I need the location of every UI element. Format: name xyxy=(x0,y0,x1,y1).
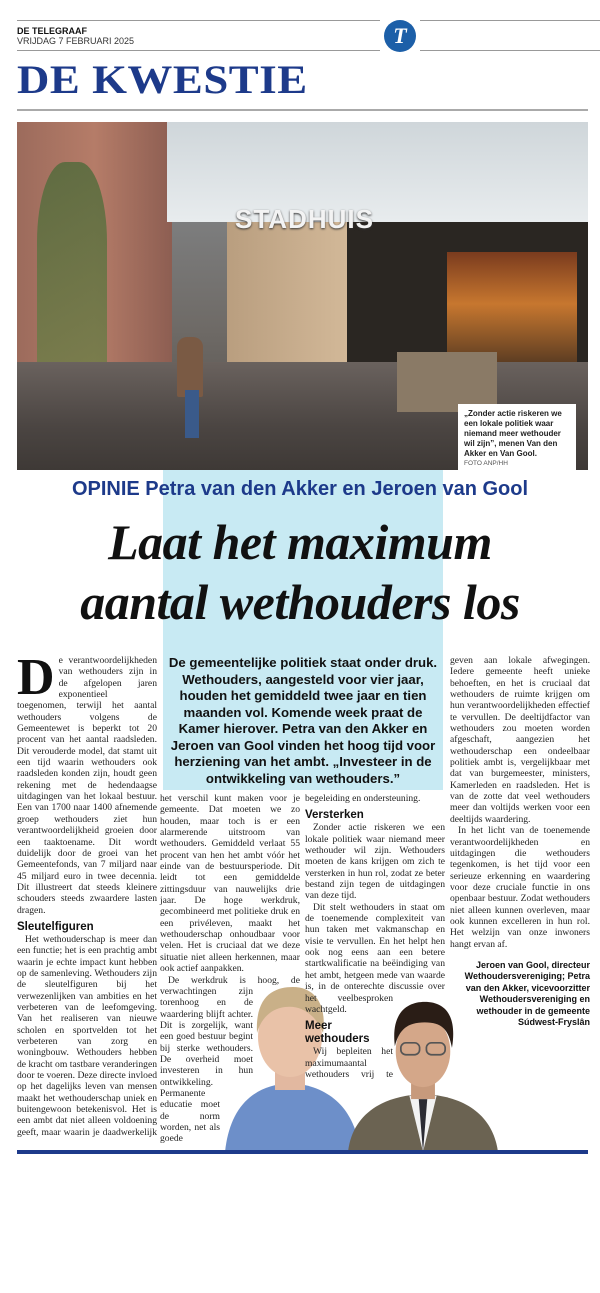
bottom-bar xyxy=(17,1150,588,1154)
headline-line-1: Laat het maximum xyxy=(108,514,492,570)
paragraph: e verantwoordelijkheden van wethouders zijn in de afgelopen jaren exponentieel toegenomen, terwijl het aantal wethouders volgens de Gemeentewet is beperkt tot 20 procent van het aantal raadsleden. Dit verouderde model, dat stamt uit een tijd waarin wethouders ook raadsleden konden zijn, houdt geen rekening met de hedendaagse uitdagingen van het lokaal bestuur. Een van 1700 naar 1400 afnemende groep wethouders ziet hun verantwoordelijkheid groeien door een taaktoename. Dit wordt duidelijk door de groei van het Gemeentefonds, van 7 miljard naar 45 miljard euro in twee decennia. Dit illustreert dat steeds kleinere schouders steeds zwaardere lasten dragen. xyxy=(17,655,157,916)
subheading: Sleutelfiguren xyxy=(17,920,94,933)
paragraph: Dit stelt wethouders in staat om de toenemende complexiteit van hun taken met vakmanschap en visie te vervullen. En het helpt hen ook nog eens aan een betere startkwalificatie na beëindiging van het ambt, hetgeen mede van waarde is, in de onterechte discussie over het veelbesproken wachtgeld. xyxy=(305,901,445,1015)
photo-credit: FOTO ANP/HH xyxy=(464,460,508,467)
top-rule xyxy=(420,20,600,21)
paragraph: Wij bepleiten het maximumaantal wethouders vrij te xyxy=(305,1046,393,1080)
headline xyxy=(0,512,600,632)
paper-name: DE TELEGRAAF xyxy=(17,26,88,36)
opinion-kicker: OPINIE Petra van den Akker en Jeroen van Gool xyxy=(71,478,529,500)
stadhuis-photo xyxy=(17,122,588,470)
caption-text: „Zonder actie riskeren we een lokale politiek waar niemand meer wethouder wil zijn”, menen Van den Akker en Van Gool. xyxy=(464,409,562,458)
column-1 xyxy=(17,649,157,1148)
paragraph: geven aan lokale afwegingen. Iedere gemeente heeft unieke behoeften, en het is cruciaal dat wethouders de ruimte krijgen om hun verantwoordelijkheden effectief te vervullen. De deeltijdfactor van wethouders zou moeten worden afgeschaft, aangezien het wethouderschap een ondeelbaar politiek ambt is, vergelijkbaar met dat van burgemeester, ministers, Kamerleden en raadsleden. Het is van de zotte dat veel wethouders meer dan voltijds werken voor een deeltijds waardering. xyxy=(450,655,590,825)
column-4 xyxy=(450,655,590,1148)
telegraaf-logo-icon: T xyxy=(384,20,416,52)
headline-line-2: aantal wethouders los xyxy=(80,574,520,630)
top-rule xyxy=(17,20,380,21)
top-rule xyxy=(17,50,380,51)
section-rule xyxy=(17,109,588,111)
top-rule xyxy=(420,50,600,51)
paragraph: De werkdruk is hoog, de verwachtingen zijn torenhoog en de waardering blijft achter. Dit is zorgelijk, want een goed bestuur begint bij sterke wethouders. De overheid moet investeren in hun ontwikkeling. Permanente educatie moet de norm worden, net als goede xyxy=(160,974,300,1145)
lead-paragraph: De gemeentelijke politiek staat onder druk. Wethouders, aangesteld voor vier jaar, houden het gemiddeld twee jaar en tien maanden vol. Komende week praat de Kamer hierover. Petra van den Akker en Jeroen van Gool vinden het hoog tijd voor herziening van het ambt. „Investeer in de ontwikkeling van wethouders.” xyxy=(168,655,438,786)
paragraph: begeleiding en ondersteuning. xyxy=(305,793,421,804)
subheading: Meer wethouders xyxy=(305,1020,370,1046)
issue-date: VRIJDAG 7 FEBRUARI 2025 xyxy=(17,36,135,46)
photo-caption xyxy=(458,404,576,470)
section-title: DE KWESTIE xyxy=(17,57,308,102)
masthead xyxy=(17,26,134,46)
paragraph: het verschil kunt maken voor je gemeente. Dat moeten we zo houden, maar toch is er een alarmerende uitstroom van wethouders. Gemiddeld verlaat 55 procent van hen het ambt vóór het einde van de bestuursperiode. Dit leidt tot een gemiddelde zittingsduur van nauwelijks drie jaar. De hoge werkdruk, gecombineerd met politieke druk en een privéleven, maakt het wethouderschap onhoudbaar voor velen. Het is cruciaal dat we deze situatie niet alleen herkennen, maar ook actief aanpakken. xyxy=(160,793,300,975)
paragraph: In het licht van de toenemende verantwoordelijkheden en uitdagingen die wethouders tegenkomen, is het tijd voor een serieuze erkenning en waardering voor deze cruciale functie in ons openbaar bestuur. Zodat wethouders niet alleen kunnen overleven, maar ook kunnen excelleren in hun rol. Het welzijn van onze inwoners hangt ervan af. xyxy=(450,825,590,950)
paragraph: Het wethouderschap is meer dan een functie; het is een prachtig ambt waarin je echte impact kunt hebben op de samenleving. Wethouders zijn de sleutelfiguren bij het verwezenlijken van ambities en het verbeteren van de leefomgeving. Van het realiseren van nieuwe scholen en sportvelden tot het verbeteren van zorg en woningbouw. Wethouders hebben de kracht om tastbare veranderingen door te voeren. Deze directe invloed op het dagelijks leven van mensen maakt het wethouderschap uniek en buitengewoon betekenisvol. Het is een ambt dat niet alleen voldoening geeft, maar waarin je daadwerkelijk xyxy=(17,933,157,1138)
drop-cap: D xyxy=(17,649,55,706)
author-signature: Jeroen van Gool, directeur Wethoudersvereniging; Petra van den Akker, vicevoorzitter Wethoudersvereniging en wethouder in de gemeente Súdwest-Fryslân xyxy=(464,959,590,1028)
subheading: Versterken xyxy=(305,809,364,822)
column-2 xyxy=(160,793,300,1148)
photo-sign: STADHUIS xyxy=(235,204,374,234)
paragraph: Zonder actie riskeren we een lokale politiek waar niemand meer wethouder wil zijn. Wethouders moeten de kans krijgen om zich te versterken in hun rol, zodat ze beter bestand zijn tegen de uitdagingen van deze tijd. xyxy=(305,822,445,902)
column-3 xyxy=(305,793,445,1083)
